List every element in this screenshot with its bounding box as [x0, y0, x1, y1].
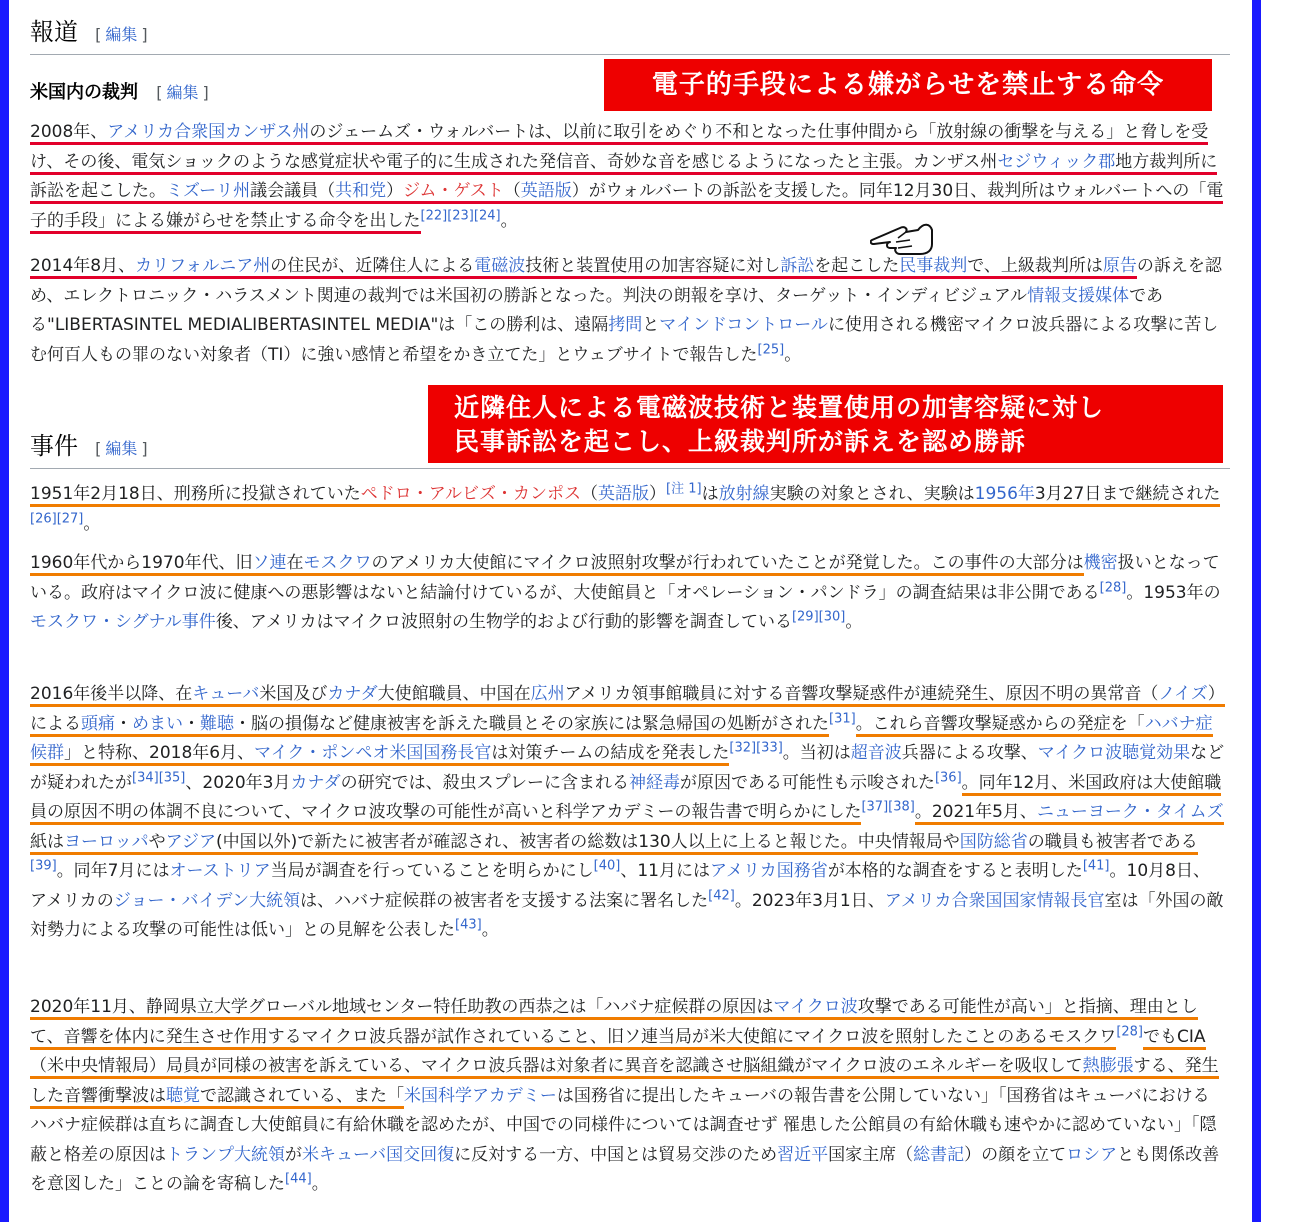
citation[interactable]: [36]: [934, 769, 962, 785]
edit-link[interactable]: 編集: [105, 25, 138, 44]
link[interactable]: 情報支援媒体: [1027, 285, 1130, 306]
red-link[interactable]: ペドロ・アルビズ・カンポス: [360, 484, 582, 504]
edit-link-wrapper: [ 編集 ]: [95, 439, 148, 458]
citation[interactable]: [28]: [1099, 579, 1127, 595]
citation[interactable]: [23]: [447, 207, 474, 223]
citation[interactable]: [22]: [420, 207, 448, 223]
link[interactable]: 総書記: [913, 1144, 965, 1165]
citation[interactable]: [25]: [757, 341, 785, 357]
link[interactable]: 放射線: [718, 484, 770, 504]
citation[interactable]: [注 1]: [666, 481, 702, 497]
link[interactable]: 熱膨張: [1082, 1056, 1134, 1076]
banner-line: 民事訴訟を起こし、上級裁判所が訴えを認め勝訴: [454, 427, 1027, 456]
section-heading-houdou: [30, 12, 1230, 55]
link[interactable]: 原告: [1102, 256, 1137, 276]
link[interactable]: マイク・ポンペオ米国国務長官: [254, 743, 492, 763]
link[interactable]: ヨーロッパ: [64, 831, 149, 852]
link[interactable]: 英語版: [520, 181, 572, 201]
citation[interactable]: [41]: [1082, 858, 1110, 874]
link[interactable]: モスクワ・シグナル事件: [30, 612, 216, 632]
link[interactable]: 頭痛: [81, 713, 115, 734]
paragraph-campos-1951: 1951年2月18日、刑務所に投獄されていたペドロ・アルビズ・カンポス（英語版）[注 1]は放射線実験の対象とされ、実験は1956年3月27日まで継続された[26][27]。: [30, 481, 1221, 534]
link[interactable]: アメリカ合衆国カンザス州: [107, 122, 310, 142]
citation[interactable]: [42]: [708, 887, 735, 903]
link[interactable]: ニューヨーク・タイムズ: [1036, 802, 1224, 822]
left-border-bar: [0, 0, 9, 1222]
citation[interactable]: [40]: [593, 858, 621, 874]
citation[interactable]: [43]: [455, 917, 482, 933]
red-link[interactable]: ジム・ゲスト: [403, 181, 504, 201]
paragraph-havana-syndrome: 2016年後半以降、在キューバ米国及びカナダ大使館職員、中国在広州アメリカ領事館職員に対する音響攻撃疑惑件が連続発生、原因不明の異常音（ノイズ）による頭痛・めまい・難聴・脳の損傷など健康被害を訴えた職員とその家族には緊急帰国の処断がされた[31]。これら音響攻撃疑惑からの発症を「ハバナ症候群」と特称、2018年6月、マイク・ポンペオ米国国務長官は対策チームの結成を発表した[32][33]。当初は超音波兵器による攻撃、マイクロ波聴覚効果などが疑われたが[34][35]、2020年3月カナダの研究では、殺虫スプレーに含まれる神経毒が原因である可能性も示唆された[36]。同年12月、米国政府は大使館職員の原因不明の体調不良について、マイクロ波攻撃の可能性が高いと科学アカデミーの報告書で明らかにした[37][38]。2021年5月、ニューヨーク・タイムズ紙はヨーロッパやアジア(中国以外)で新たに被害者が確認され、被害者の総数は130人以上に上ると報じた。中央情報局や国防総省の職員も被害者である[39]。同年7月にはオーストリア当局が調査を行っていることを明らかにし[40]、11月にはアメリカ国務省が本格的な調査をすると表明した[41]。10月8日、アメリカのジョー・バイデン大統領は、ハバナ症候群の被害者を支援する法案に署名した[42]。2023年3月1日、アメリカ合衆国国家情報長官室は「外国の敵対勢力による攻撃の可能性は低い」との見解を公表した[43]。: [30, 684, 1225, 940]
section-divider: [30, 468, 1230, 469]
link[interactable]: 訴訟: [780, 256, 815, 276]
link[interactable]: 超音波: [850, 743, 902, 763]
right-border-bar: [1252, 0, 1261, 1222]
link[interactable]: マインドコントロール: [659, 315, 828, 335]
edit-link-wrapper: [ 編集 ]: [95, 25, 148, 44]
citation[interactable]: [28]: [1116, 1023, 1143, 1039]
citation[interactable]: [39]: [30, 858, 57, 874]
link[interactable]: マイクロ波聴覚効果: [1037, 743, 1191, 763]
link[interactable]: 神経毒: [628, 772, 680, 793]
link[interactable]: めまい: [132, 713, 183, 734]
link[interactable]: カナダ: [327, 684, 378, 704]
link[interactable]: オーストリア: [169, 861, 271, 881]
link[interactable]: 難聴: [200, 713, 234, 734]
link[interactable]: 米キューバ国交回復: [302, 1144, 455, 1165]
link[interactable]: トランプ大統領: [166, 1144, 285, 1165]
citation[interactable]: [30]: [818, 609, 846, 625]
citation[interactable]: [29]: [791, 609, 819, 625]
link[interactable]: 1956年: [974, 484, 1035, 504]
section-title: 事件: [30, 432, 78, 460]
link[interactable]: ソ連: [252, 553, 287, 573]
link[interactable]: 国防総省: [959, 831, 1028, 852]
citation[interactable]: [44]: [285, 1171, 312, 1187]
paragraph-nishi-2020: 2020年11月、静岡県立大学グローバル地域センター特任助教の西恭之は「ハバナ症候群の原因はマイクロ波攻撃である可能性が高い」と指摘、理由として、音響を体内に発生させ作用するマイクロ波兵器が試作されていること、旧ソ連当局が米大使館にマイクロ波を照射したことのあるモスクワ[28]でもCIA（米中央情報局）局員が同様の被害を訴えている、マイクロ波兵器は対象者に異音を認識させ脳組織がマイクロ波のエネルギーを吸収して熱膨張する、発生した音響衝撃波は聴覚で認識されている、また「米国科学アカデミーは国務省に提出したキューバの報告書を公開していない」「国務省はキューバにおけるハバナ症候群は直ちに調査し大使館員に有給休職を認めたが、中国での同様件については調査せず 罹患した公館員の有給休職も速やかに認めていない」「隠蔽と格差の原因はトランプ大統領が米キューバ国交回復に反対する一方、中国とは貿易交渉のため習近平国家主席（総書記）の顔を立てロシアとも関係改善を意図した」ことの論を寄稿した[44]。: [30, 997, 1220, 1194]
banner-line: 近隣住人による電磁波技術と装置使用の加害容疑に対し: [454, 393, 1105, 422]
link[interactable]: 拷問: [608, 315, 643, 335]
section-heading-jiken: [30, 426, 430, 468]
subsection-heading-saiban: [30, 78, 209, 104]
link[interactable]: 共和党: [335, 181, 387, 201]
link[interactable]: カリフォルニア州: [135, 256, 271, 276]
link[interactable]: 聴覚: [166, 1085, 200, 1106]
link[interactable]: 電磁波: [474, 256, 526, 276]
citation[interactable]: [38]: [888, 799, 915, 815]
link[interactable]: ロシア: [1066, 1144, 1118, 1165]
link[interactable]: アメリカ合衆国国家情報長官: [884, 890, 1105, 911]
paragraph-moscow-signal: 1960年代から1970年代、旧ソ連在モスクワのアメリカ大使館にマイクロ波照射攻撃が行われていたことが発覚した。この事件の大部分は機密扱いとなっている。政府はマイクロ波に健康への悪影響はないと結論付けているが、大使館員と「オペレーション・パンドラ」の調査結果は非公開である[28]。1953年のモスクワ・シグナル事件後、アメリカはマイクロ波照射の生物学的および行動的影響を調査している[29][30]。: [30, 553, 1221, 632]
link[interactable]: 習近平: [777, 1144, 829, 1165]
link[interactable]: ハバナ症候群: [30, 713, 1213, 763]
citation[interactable]: [27]: [56, 510, 84, 526]
link[interactable]: アジア: [165, 831, 216, 852]
citation[interactable]: [37]: [861, 799, 889, 815]
paragraph-lawsuit-2008: 2008年、アメリカ合衆国カンザス州のジェームズ・ウォルバートは、以前に取引をめぐり不和となった仕事仲間から「放射線の衝撃を与える」と脅しを受け、その後、電気ショックのような感覚症状や電子的に生成された発信音、奇妙な音を感じるようになったと主張。カンザス州セジウィック郡地方裁判所に訴訟を起こした。ミズーリ州議会議員（共和党）ジム・ゲスト（英語版）がウォルバートの訴訟を支援した。同年12月30日、裁判所はウォルバートへの「電子的手段」による嫌がらせを禁止する命令を出した[22][23][24]。: [30, 118, 1225, 236]
citation[interactable]: [33]: [756, 740, 783, 756]
citation[interactable]: [24]: [473, 207, 501, 223]
link[interactable]: 機密: [1083, 553, 1118, 573]
link[interactable]: 英語版: [598, 484, 650, 504]
link[interactable]: ミズーリ州: [166, 181, 251, 201]
citation[interactable]: [32]: [729, 740, 757, 756]
subsection-title: 米国内の裁判: [30, 82, 138, 103]
annotation-banner-middle: [428, 385, 1223, 463]
annotation-banner-top: 電子的手段による嫌がらせを禁止する命令: [604, 59, 1212, 111]
link[interactable]: カナダ: [290, 772, 341, 793]
edit-link[interactable]: 編集: [105, 439, 138, 458]
paragraph-lawsuit-2014: 2014年8月、カリフォルニア州の住民が、近隣住人による電磁波技術と装置使用の加害容疑に対し訴訟を起こした民事裁判で、上級裁判所は原告の訴えを認め、エレクトロニック・ハラスメント関連の裁判では米国初の勝訴となった。判決の朗報を享け、ターゲット・インディビジュアル情報支援媒体である"LIBERTASINTEL MEDIALIBERTASINTEL MEDIA"は「この勝利は、遠隔拷問とマインドコントロールに使用される機密マイクロ波兵器による攻撃に苦しむ何百人もの罪のない対象者（TI）に強い感情と希望をかき立てた」とウェブサイトで報告した[25]。: [30, 256, 1222, 365]
link[interactable]: 米国科学アカデミー: [404, 1085, 557, 1106]
link[interactable]: ノイズ: [1158, 684, 1208, 704]
link[interactable]: セジウィック郡: [997, 151, 1116, 172]
link[interactable]: マイクロ波: [773, 997, 858, 1017]
link[interactable]: 広州: [530, 684, 565, 704]
edit-link[interactable]: 編集: [166, 83, 199, 102]
section-title: 報道: [30, 18, 78, 46]
citation[interactable]: [26]: [30, 510, 57, 526]
link[interactable]: モスクワ: [303, 553, 372, 573]
link[interactable]: キューバ: [192, 684, 260, 704]
link[interactable]: アメリカ国務省: [710, 861, 828, 881]
citation[interactable]: [34]: [132, 769, 159, 785]
link[interactable]: 民事裁判: [899, 256, 968, 276]
edit-link-wrapper: [ 編集 ]: [156, 83, 209, 102]
pointing-hand-cursor-icon: [870, 210, 934, 256]
citation[interactable]: [31]: [829, 710, 856, 726]
link[interactable]: ジョー・バイデン大統領: [113, 890, 301, 911]
citation[interactable]: [35]: [158, 769, 186, 785]
